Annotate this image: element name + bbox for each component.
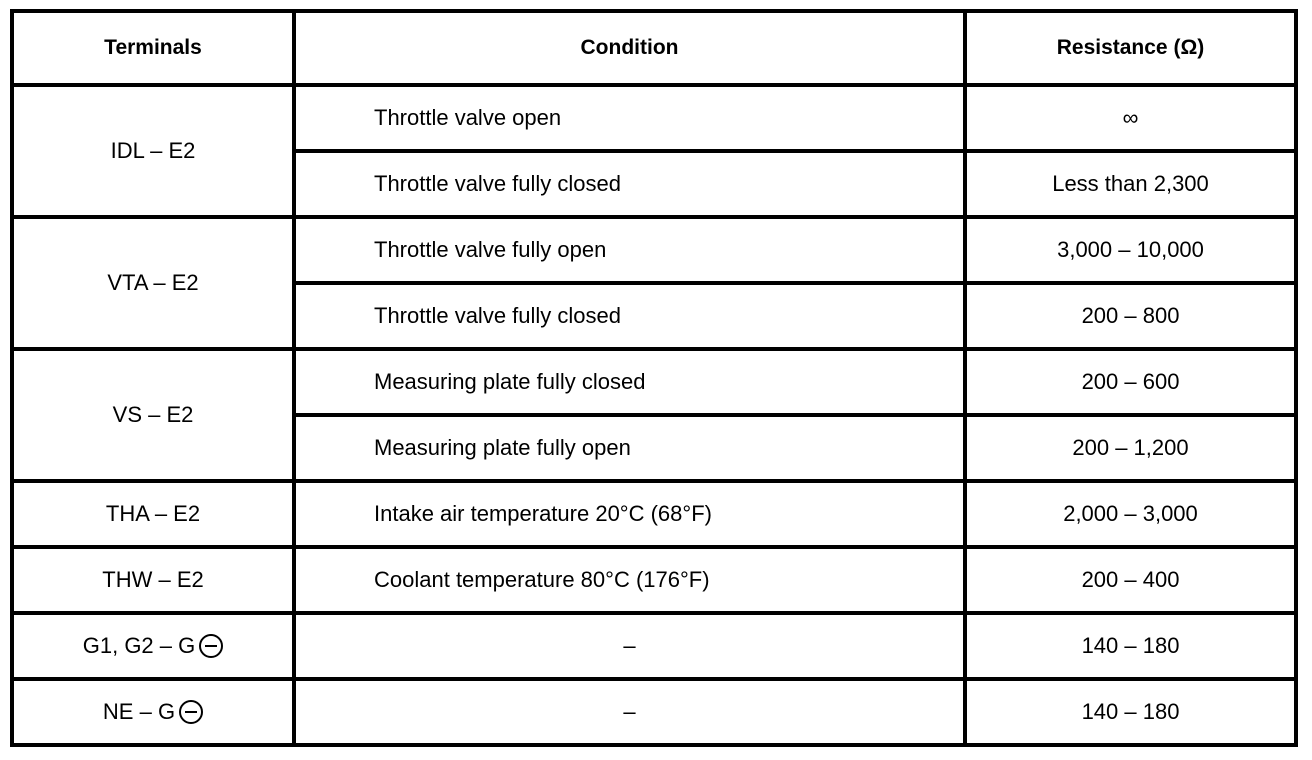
- table-row: [12, 547, 1296, 613]
- terminal-cell: THA – E2: [12, 481, 294, 547]
- header-terminals: Terminals: [12, 11, 294, 85]
- resistance-cell: 200 – 1,200: [965, 415, 1296, 481]
- terminal-cell: [12, 613, 294, 679]
- condition-cell: Throttle valve fully closed: [294, 151, 965, 217]
- table-row: [12, 217, 1296, 283]
- header-resistance: Resistance (Ω): [965, 11, 1296, 85]
- terminal-cell: THW – E2: [12, 547, 294, 613]
- condition-cell: Coolant temperature 80°C (176°F): [294, 547, 965, 613]
- ground-minus-icon: [199, 634, 223, 658]
- condition-cell: Throttle valve open: [294, 85, 965, 151]
- header-row: [12, 11, 1296, 85]
- condition-cell: Measuring plate fully closed: [294, 349, 965, 415]
- condition-cell: –: [294, 679, 965, 745]
- resistance-cell: 2,000 – 3,000: [965, 481, 1296, 547]
- table-row: [12, 85, 1296, 151]
- resistance-cell: ∞: [965, 85, 1296, 151]
- resistance-cell: 3,000 – 10,000: [965, 217, 1296, 283]
- terminal-cell: VTA – E2: [12, 217, 294, 349]
- resistance-cell: Less than 2,300: [965, 151, 1296, 217]
- resistance-cell: 140 – 180: [965, 613, 1296, 679]
- condition-cell: –: [294, 613, 965, 679]
- terminal-cell: IDL – E2: [12, 85, 294, 217]
- condition-cell: Measuring plate fully open: [294, 415, 965, 481]
- terminal-cell: [12, 679, 294, 745]
- table-row: [12, 349, 1296, 415]
- condition-cell: Throttle valve fully open: [294, 217, 965, 283]
- ground-minus-icon: [179, 700, 203, 724]
- resistance-cell: 200 – 600: [965, 349, 1296, 415]
- condition-cell: Intake air temperature 20°C (68°F): [294, 481, 965, 547]
- resistance-cell: 200 – 400: [965, 547, 1296, 613]
- resistance-spec-table: [10, 9, 1298, 747]
- terminal-label: NE – G: [102, 699, 176, 724]
- terminal-cell: VS – E2: [12, 349, 294, 481]
- resistance-cell: 140 – 180: [965, 679, 1296, 745]
- table-row: [12, 481, 1296, 547]
- table-row: [12, 679, 1296, 745]
- condition-cell: Throttle valve fully closed: [294, 283, 965, 349]
- table-row: [12, 613, 1296, 679]
- resistance-cell: 200 – 800: [965, 283, 1296, 349]
- header-condition: Condition: [294, 11, 965, 85]
- terminal-label: G1, G2 – G: [82, 633, 196, 658]
